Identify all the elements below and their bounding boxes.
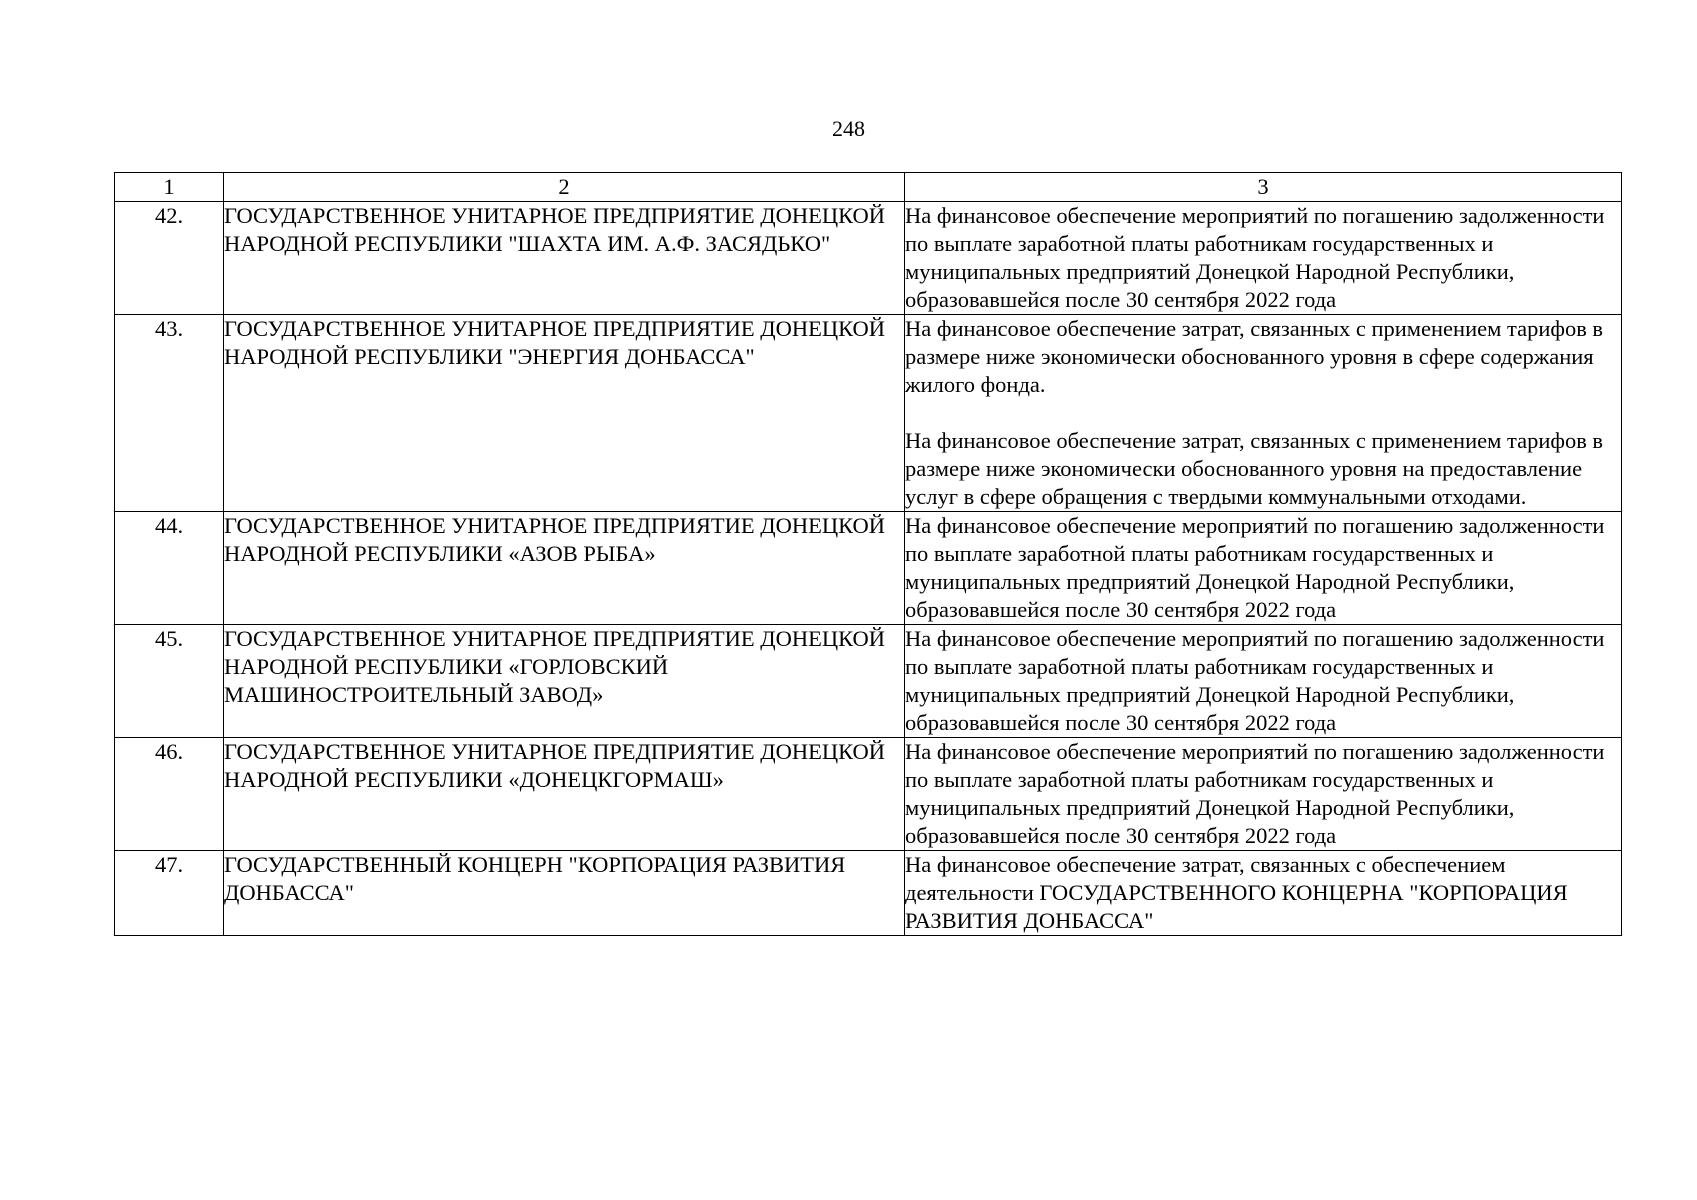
- purpose-cell: [905, 625, 1622, 738]
- table-row: [115, 625, 1622, 738]
- table-header-row: [115, 173, 1622, 202]
- table-row: [115, 851, 1622, 936]
- organization-name: ГОСУДАРСТВЕННОЕ УНИТАРНОЕ ПРЕДПРИЯТИЕ ДОНЕЦКОЙ НАРОДНОЙ РЕСПУБЛИКИ "ЭНЕРГИЯ ДОНБАССА": [224, 315, 905, 512]
- purpose-text: На финансовое обеспечение затрат, связанных с обеспечением деятельности ГОСУДАРСТВЕННОГО КОНЦЕРНА "КОРПОРАЦИЯ РАЗВИТИЯ ДОНБАССА": [905, 852, 1568, 933]
- purpose-text: На финансовое обеспечение затрат, связанных с применением тарифов в размере ниже экономически обоснованного уровня в сфере содержания жилого фонда.: [905, 316, 1604, 397]
- row-number: 47.: [115, 851, 224, 936]
- organization-name: ГОСУДАРСТВЕННОЕ УНИТАРНОЕ ПРЕДПРИЯТИЕ ДОНЕЦКОЙ НАРОДНОЙ РЕСПУБЛИКИ "ШАХТА ИМ. А.Ф. ЗАСЯДЬКО": [224, 202, 905, 315]
- row-number: 46.: [115, 738, 224, 851]
- purpose-cell: [905, 315, 1622, 512]
- row-number: 43.: [115, 315, 224, 512]
- table-row: [115, 315, 1622, 512]
- purpose-cell: [905, 738, 1622, 851]
- page-number: 248: [832, 116, 865, 141]
- table-row: [115, 202, 1622, 315]
- column-header-organization: 2: [224, 173, 905, 202]
- column-header-number: 1: [115, 173, 224, 202]
- organization-name: ГОСУДАРСТВЕННОЕ УНИТАРНОЕ ПРЕДПРИЯТИЕ ДОНЕЦКОЙ НАРОДНОЙ РЕСПУБЛИКИ «ДОНЕЦКГОРМАШ»: [224, 738, 905, 851]
- organization-name: ГОСУДАРСТВЕННОЕ УНИТАРНОЕ ПРЕДПРИЯТИЕ ДОНЕЦКОЙ НАРОДНОЙ РЕСПУБЛИКИ «ГОРЛОВСКИЙ МАШИНОСТРОИТЕЛЬНЫЙ ЗАВОД»: [224, 625, 905, 738]
- purpose-cell: [905, 512, 1622, 625]
- purpose-cell: [905, 202, 1622, 315]
- purpose-text: На финансовое обеспечение мероприятий по погашению задолженности по выплате заработной платы работникам государственных и муниципальных предприятий Донецкой Народной Республики, образовавшейся после 30 сентября 2022 года: [905, 513, 1605, 622]
- subsidy-table: [114, 172, 1622, 936]
- row-number: 44.: [115, 512, 224, 625]
- purpose-text: На финансовое обеспечение затрат, связанных с применением тарифов в размере ниже экономически обоснованного уровня на предоставление услуг в сфере обращения с твердыми коммунальными отходами.: [905, 428, 1604, 509]
- column-header-purpose: 3: [905, 173, 1622, 202]
- table-row: [115, 738, 1622, 851]
- organization-name: ГОСУДАРСТВЕННЫЙ КОНЦЕРН "КОРПОРАЦИЯ РАЗВИТИЯ ДОНБАССА": [224, 851, 905, 936]
- purpose-text: На финансовое обеспечение мероприятий по погашению задолженности по выплате заработной платы работникам государственных и муниципальных предприятий Донецкой Народной Республики, образовавшейся после 30 сентября 2022 года: [905, 203, 1605, 312]
- purpose-cell: [905, 851, 1622, 936]
- organization-name: ГОСУДАРСТВЕННОЕ УНИТАРНОЕ ПРЕДПРИЯТИЕ ДОНЕЦКОЙ НАРОДНОЙ РЕСПУБЛИКИ «АЗОВ РЫБА»: [224, 512, 905, 625]
- row-number: 42.: [115, 202, 224, 315]
- purpose-text: На финансовое обеспечение мероприятий по погашению задолженности по выплате заработной платы работникам государственных и муниципальных предприятий Донецкой Народной Республики, образовавшейся после 30 сентября 2022 года: [905, 739, 1605, 848]
- purpose-text: На финансовое обеспечение мероприятий по погашению задолженности по выплате заработной платы работникам государственных и муниципальных предприятий Донецкой Народной Республики, образовавшейся после 30 сентября 2022 года: [905, 626, 1605, 735]
- table-row: [115, 512, 1622, 625]
- row-number: 45.: [115, 625, 224, 738]
